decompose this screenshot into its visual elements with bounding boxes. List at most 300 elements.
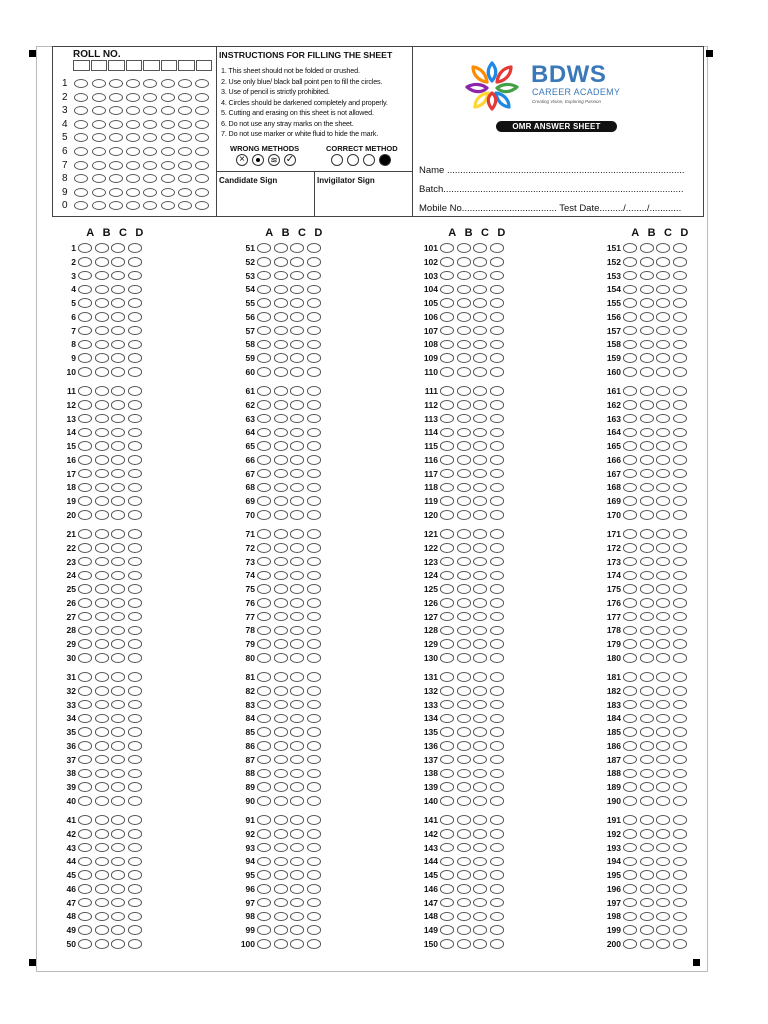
answer-bubble-a[interactable] bbox=[78, 898, 92, 908]
answer-bubble-b[interactable] bbox=[274, 584, 288, 594]
answer-bubble-a[interactable] bbox=[257, 557, 271, 567]
answer-bubble-c[interactable] bbox=[111, 386, 125, 396]
answer-bubble-d[interactable] bbox=[128, 428, 142, 438]
answer-bubble-c[interactable] bbox=[111, 340, 125, 350]
answer-bubble-c[interactable] bbox=[290, 441, 304, 451]
answer-bubble-b[interactable] bbox=[457, 884, 471, 894]
answer-bubble-b[interactable] bbox=[95, 441, 109, 451]
roll-bubble[interactable] bbox=[109, 188, 123, 197]
answer-bubble-c[interactable] bbox=[656, 414, 670, 424]
answer-bubble-d[interactable] bbox=[673, 598, 687, 608]
answer-bubble-c[interactable] bbox=[290, 483, 304, 493]
roll-bubble[interactable] bbox=[109, 174, 123, 183]
answer-bubble-b[interactable] bbox=[640, 686, 654, 696]
answer-bubble-c[interactable] bbox=[473, 782, 487, 792]
answer-bubble-a[interactable] bbox=[440, 870, 454, 880]
roll-bubble[interactable] bbox=[92, 106, 106, 115]
answer-bubble-c[interactable] bbox=[111, 441, 125, 451]
answer-bubble-b[interactable] bbox=[274, 257, 288, 267]
roll-bubble[interactable] bbox=[195, 120, 209, 129]
answer-bubble-d[interactable] bbox=[490, 843, 504, 853]
answer-bubble-c[interactable] bbox=[656, 441, 670, 451]
answer-bubble-c[interactable] bbox=[656, 483, 670, 493]
roll-bubble[interactable] bbox=[109, 201, 123, 210]
answer-bubble-a[interactable] bbox=[440, 510, 454, 520]
answer-bubble-d[interactable] bbox=[490, 714, 504, 724]
answer-bubble-a[interactable] bbox=[257, 483, 271, 493]
answer-bubble-c[interactable] bbox=[111, 870, 125, 880]
answer-bubble-d[interactable] bbox=[673, 686, 687, 696]
answer-bubble-b[interactable] bbox=[95, 598, 109, 608]
answer-bubble-c[interactable] bbox=[656, 455, 670, 465]
answer-bubble-b[interactable] bbox=[274, 243, 288, 253]
answer-bubble-a[interactable] bbox=[440, 257, 454, 267]
roll-bubble[interactable] bbox=[143, 120, 157, 129]
answer-bubble-b[interactable] bbox=[274, 428, 288, 438]
answer-bubble-d[interactable] bbox=[307, 796, 321, 806]
answer-bubble-a[interactable] bbox=[440, 298, 454, 308]
answer-bubble-a[interactable] bbox=[440, 939, 454, 949]
answer-bubble-b[interactable] bbox=[640, 285, 654, 295]
answer-bubble-b[interactable] bbox=[95, 782, 109, 792]
answer-bubble-d[interactable] bbox=[128, 857, 142, 867]
answer-bubble-b[interactable] bbox=[457, 700, 471, 710]
answer-bubble-d[interactable] bbox=[490, 782, 504, 792]
answer-bubble-a[interactable] bbox=[440, 340, 454, 350]
answer-bubble-a[interactable] bbox=[440, 796, 454, 806]
roll-bubble[interactable] bbox=[195, 133, 209, 142]
answer-bubble-a[interactable] bbox=[440, 639, 454, 649]
answer-bubble-a[interactable] bbox=[257, 612, 271, 622]
answer-bubble-a[interactable] bbox=[623, 829, 637, 839]
answer-bubble-a[interactable] bbox=[623, 557, 637, 567]
answer-bubble-c[interactable] bbox=[290, 857, 304, 867]
answer-bubble-d[interactable] bbox=[490, 469, 504, 479]
answer-bubble-a[interactable] bbox=[440, 414, 454, 424]
answer-bubble-c[interactable] bbox=[111, 367, 125, 377]
answer-bubble-c[interactable] bbox=[111, 496, 125, 506]
answer-bubble-b[interactable] bbox=[95, 769, 109, 779]
answer-bubble-c[interactable] bbox=[290, 400, 304, 410]
answer-bubble-a[interactable] bbox=[623, 727, 637, 737]
answer-bubble-c[interactable] bbox=[656, 543, 670, 553]
answer-bubble-a[interactable] bbox=[440, 857, 454, 867]
answer-bubble-d[interactable] bbox=[673, 714, 687, 724]
answer-bubble-b[interactable] bbox=[640, 312, 654, 322]
answer-bubble-c[interactable] bbox=[290, 626, 304, 636]
answer-bubble-d[interactable] bbox=[307, 543, 321, 553]
answer-bubble-a[interactable] bbox=[440, 353, 454, 363]
answer-bubble-b[interactable] bbox=[274, 271, 288, 281]
answer-bubble-c[interactable] bbox=[473, 340, 487, 350]
roll-bubble[interactable] bbox=[195, 147, 209, 156]
answer-bubble-d[interactable] bbox=[128, 367, 142, 377]
answer-bubble-d[interactable] bbox=[128, 639, 142, 649]
answer-bubble-a[interactable] bbox=[623, 400, 637, 410]
answer-bubble-a[interactable] bbox=[257, 312, 271, 322]
answer-bubble-a[interactable] bbox=[78, 285, 92, 295]
roll-bubble[interactable] bbox=[109, 79, 123, 88]
roll-bubble[interactable] bbox=[143, 133, 157, 142]
answer-bubble-b[interactable] bbox=[274, 469, 288, 479]
answer-bubble-c[interactable] bbox=[290, 598, 304, 608]
roll-bubble[interactable] bbox=[92, 133, 106, 142]
answer-bubble-a[interactable] bbox=[78, 340, 92, 350]
answer-bubble-b[interactable] bbox=[640, 843, 654, 853]
roll-bubble[interactable] bbox=[195, 93, 209, 102]
answer-bubble-c[interactable] bbox=[656, 298, 670, 308]
answer-bubble-a[interactable] bbox=[440, 925, 454, 935]
answer-bubble-a[interactable] bbox=[623, 312, 637, 322]
roll-bubble[interactable] bbox=[126, 147, 140, 156]
answer-bubble-d[interactable] bbox=[307, 843, 321, 853]
answer-bubble-a[interactable] bbox=[623, 639, 637, 649]
answer-bubble-b[interactable] bbox=[457, 510, 471, 520]
answer-bubble-c[interactable] bbox=[290, 386, 304, 396]
answer-bubble-d[interactable] bbox=[307, 571, 321, 581]
answer-bubble-b[interactable] bbox=[640, 243, 654, 253]
answer-bubble-d[interactable] bbox=[673, 571, 687, 581]
answer-bubble-c[interactable] bbox=[473, 441, 487, 451]
answer-bubble-d[interactable] bbox=[673, 843, 687, 853]
answer-bubble-c[interactable] bbox=[656, 469, 670, 479]
answer-bubble-d[interactable] bbox=[307, 727, 321, 737]
answer-bubble-a[interactable] bbox=[257, 829, 271, 839]
answer-bubble-a[interactable] bbox=[440, 598, 454, 608]
answer-bubble-b[interactable] bbox=[95, 428, 109, 438]
answer-bubble-a[interactable] bbox=[440, 243, 454, 253]
answer-bubble-a[interactable] bbox=[257, 796, 271, 806]
answer-bubble-d[interactable] bbox=[307, 584, 321, 594]
answer-bubble-c[interactable] bbox=[290, 510, 304, 520]
answer-bubble-d[interactable] bbox=[490, 870, 504, 880]
answer-bubble-d[interactable] bbox=[490, 243, 504, 253]
roll-bubble[interactable] bbox=[195, 201, 209, 210]
answer-bubble-b[interactable] bbox=[457, 598, 471, 608]
answer-bubble-a[interactable] bbox=[440, 843, 454, 853]
answer-bubble-c[interactable] bbox=[290, 529, 304, 539]
answer-bubble-c[interactable] bbox=[473, 367, 487, 377]
answer-bubble-c[interactable] bbox=[290, 782, 304, 792]
answer-bubble-d[interactable] bbox=[307, 884, 321, 894]
answer-bubble-a[interactable] bbox=[78, 557, 92, 567]
answer-bubble-c[interactable] bbox=[290, 353, 304, 363]
roll-bubble[interactable] bbox=[161, 147, 175, 156]
answer-bubble-a[interactable] bbox=[78, 353, 92, 363]
answer-bubble-d[interactable] bbox=[673, 483, 687, 493]
answer-bubble-d[interactable] bbox=[128, 353, 142, 363]
answer-bubble-c[interactable] bbox=[656, 884, 670, 894]
answer-bubble-b[interactable] bbox=[640, 796, 654, 806]
answer-bubble-d[interactable] bbox=[673, 340, 687, 350]
roll-bubble[interactable] bbox=[126, 133, 140, 142]
answer-bubble-a[interactable] bbox=[257, 285, 271, 295]
answer-bubble-d[interactable] bbox=[490, 912, 504, 922]
answer-bubble-c[interactable] bbox=[473, 727, 487, 737]
answer-bubble-b[interactable] bbox=[457, 469, 471, 479]
answer-bubble-c[interactable] bbox=[656, 510, 670, 520]
answer-bubble-c[interactable] bbox=[473, 271, 487, 281]
answer-bubble-d[interactable] bbox=[673, 755, 687, 765]
answer-bubble-b[interactable] bbox=[274, 884, 288, 894]
answer-bubble-b[interactable] bbox=[457, 543, 471, 553]
answer-bubble-a[interactable] bbox=[257, 571, 271, 581]
roll-bubble[interactable] bbox=[178, 106, 192, 115]
answer-bubble-c[interactable] bbox=[473, 796, 487, 806]
roll-bubble[interactable] bbox=[74, 161, 88, 170]
answer-bubble-d[interactable] bbox=[490, 510, 504, 520]
answer-bubble-c[interactable] bbox=[473, 714, 487, 724]
answer-bubble-a[interactable] bbox=[440, 326, 454, 336]
answer-bubble-c[interactable] bbox=[290, 571, 304, 581]
answer-bubble-b[interactable] bbox=[95, 857, 109, 867]
answer-bubble-a[interactable] bbox=[257, 414, 271, 424]
answer-bubble-d[interactable] bbox=[128, 612, 142, 622]
answer-bubble-b[interactable] bbox=[457, 386, 471, 396]
answer-bubble-c[interactable] bbox=[473, 510, 487, 520]
roll-bubble[interactable] bbox=[161, 201, 175, 210]
answer-bubble-a[interactable] bbox=[78, 483, 92, 493]
answer-bubble-a[interactable] bbox=[78, 441, 92, 451]
answer-bubble-c[interactable] bbox=[290, 700, 304, 710]
answer-bubble-c[interactable] bbox=[473, 741, 487, 751]
answer-bubble-d[interactable] bbox=[490, 257, 504, 267]
answer-bubble-c[interactable] bbox=[656, 367, 670, 377]
roll-bubble[interactable] bbox=[126, 201, 140, 210]
answer-bubble-a[interactable] bbox=[440, 672, 454, 682]
answer-bubble-d[interactable] bbox=[128, 686, 142, 696]
answer-bubble-b[interactable] bbox=[457, 626, 471, 636]
answer-bubble-b[interactable] bbox=[95, 312, 109, 322]
answer-bubble-a[interactable] bbox=[78, 626, 92, 636]
answer-bubble-b[interactable] bbox=[640, 571, 654, 581]
answer-bubble-a[interactable] bbox=[623, 686, 637, 696]
answer-bubble-d[interactable] bbox=[307, 257, 321, 267]
answer-bubble-b[interactable] bbox=[95, 353, 109, 363]
answer-bubble-d[interactable] bbox=[307, 653, 321, 663]
answer-bubble-b[interactable] bbox=[640, 386, 654, 396]
answer-bubble-b[interactable] bbox=[640, 626, 654, 636]
answer-bubble-a[interactable] bbox=[440, 755, 454, 765]
answer-bubble-a[interactable] bbox=[257, 898, 271, 908]
answer-bubble-d[interactable] bbox=[490, 529, 504, 539]
answer-bubble-d[interactable] bbox=[490, 829, 504, 839]
answer-bubble-b[interactable] bbox=[274, 829, 288, 839]
answer-bubble-a[interactable] bbox=[78, 672, 92, 682]
answer-bubble-b[interactable] bbox=[457, 441, 471, 451]
answer-bubble-b[interactable] bbox=[457, 584, 471, 594]
answer-bubble-b[interactable] bbox=[95, 626, 109, 636]
roll-bubble[interactable] bbox=[161, 133, 175, 142]
answer-bubble-d[interactable] bbox=[307, 626, 321, 636]
answer-bubble-b[interactable] bbox=[640, 755, 654, 765]
answer-bubble-d[interactable] bbox=[673, 285, 687, 295]
answer-bubble-a[interactable] bbox=[257, 529, 271, 539]
answer-bubble-c[interactable] bbox=[111, 939, 125, 949]
answer-bubble-c[interactable] bbox=[290, 367, 304, 377]
answer-bubble-a[interactable] bbox=[257, 598, 271, 608]
answer-bubble-d[interactable] bbox=[490, 686, 504, 696]
answer-bubble-c[interactable] bbox=[473, 312, 487, 322]
answer-bubble-b[interactable] bbox=[457, 414, 471, 424]
answer-bubble-b[interactable] bbox=[274, 441, 288, 451]
answer-bubble-c[interactable] bbox=[473, 829, 487, 839]
answer-bubble-d[interactable] bbox=[307, 939, 321, 949]
answer-bubble-c[interactable] bbox=[290, 912, 304, 922]
answer-bubble-d[interactable] bbox=[307, 714, 321, 724]
answer-bubble-c[interactable] bbox=[656, 815, 670, 825]
answer-bubble-c[interactable] bbox=[111, 312, 125, 322]
answer-bubble-a[interactable] bbox=[257, 653, 271, 663]
roll-bubble[interactable] bbox=[74, 120, 88, 129]
roll-bubble[interactable] bbox=[178, 120, 192, 129]
answer-bubble-d[interactable] bbox=[490, 672, 504, 682]
answer-bubble-a[interactable] bbox=[440, 441, 454, 451]
answer-bubble-b[interactable] bbox=[274, 912, 288, 922]
answer-bubble-b[interactable] bbox=[95, 829, 109, 839]
answer-bubble-b[interactable] bbox=[274, 672, 288, 682]
answer-bubble-a[interactable] bbox=[440, 529, 454, 539]
answer-bubble-b[interactable] bbox=[95, 884, 109, 894]
answer-bubble-d[interactable] bbox=[128, 584, 142, 594]
answer-bubble-a[interactable] bbox=[440, 769, 454, 779]
answer-bubble-a[interactable] bbox=[78, 653, 92, 663]
answer-bubble-c[interactable] bbox=[656, 340, 670, 350]
answer-bubble-a[interactable] bbox=[257, 469, 271, 479]
answer-bubble-d[interactable] bbox=[307, 769, 321, 779]
answer-bubble-d[interactable] bbox=[128, 243, 142, 253]
answer-bubble-d[interactable] bbox=[673, 428, 687, 438]
answer-bubble-c[interactable] bbox=[290, 298, 304, 308]
answer-bubble-b[interactable] bbox=[95, 755, 109, 765]
answer-bubble-d[interactable] bbox=[128, 386, 142, 396]
answer-bubble-b[interactable] bbox=[274, 755, 288, 765]
answer-bubble-b[interactable] bbox=[274, 340, 288, 350]
answer-bubble-b[interactable] bbox=[457, 796, 471, 806]
answer-bubble-a[interactable] bbox=[623, 441, 637, 451]
answer-bubble-c[interactable] bbox=[656, 353, 670, 363]
answer-bubble-d[interactable] bbox=[307, 612, 321, 622]
answer-bubble-b[interactable] bbox=[95, 672, 109, 682]
answer-bubble-d[interactable] bbox=[490, 884, 504, 894]
answer-bubble-a[interactable] bbox=[257, 714, 271, 724]
answer-bubble-c[interactable] bbox=[111, 557, 125, 567]
answer-bubble-a[interactable] bbox=[623, 340, 637, 350]
answer-bubble-a[interactable] bbox=[257, 326, 271, 336]
roll-bubble[interactable] bbox=[126, 174, 140, 183]
answer-bubble-b[interactable] bbox=[274, 782, 288, 792]
answer-bubble-a[interactable] bbox=[440, 271, 454, 281]
answer-bubble-b[interactable] bbox=[640, 857, 654, 867]
answer-bubble-d[interactable] bbox=[673, 455, 687, 465]
answer-bubble-a[interactable] bbox=[78, 326, 92, 336]
answer-bubble-b[interactable] bbox=[274, 815, 288, 825]
answer-bubble-d[interactable] bbox=[128, 912, 142, 922]
roll-bubble[interactable] bbox=[143, 174, 157, 183]
answer-bubble-c[interactable] bbox=[473, 298, 487, 308]
answer-bubble-c[interactable] bbox=[290, 925, 304, 935]
answer-bubble-b[interactable] bbox=[640, 741, 654, 751]
answer-bubble-a[interactable] bbox=[78, 857, 92, 867]
answer-bubble-d[interactable] bbox=[128, 414, 142, 424]
answer-bubble-c[interactable] bbox=[290, 769, 304, 779]
answer-bubble-b[interactable] bbox=[95, 298, 109, 308]
roll-bubble[interactable] bbox=[92, 174, 106, 183]
answer-bubble-d[interactable] bbox=[673, 796, 687, 806]
answer-bubble-c[interactable] bbox=[290, 543, 304, 553]
answer-bubble-b[interactable] bbox=[457, 639, 471, 649]
answer-bubble-d[interactable] bbox=[128, 782, 142, 792]
answer-bubble-a[interactable] bbox=[78, 782, 92, 792]
answer-bubble-c[interactable] bbox=[290, 557, 304, 567]
answer-bubble-a[interactable] bbox=[623, 912, 637, 922]
answer-bubble-b[interactable] bbox=[457, 400, 471, 410]
answer-bubble-b[interactable] bbox=[95, 271, 109, 281]
answer-bubble-b[interactable] bbox=[274, 298, 288, 308]
answer-bubble-d[interactable] bbox=[673, 829, 687, 839]
answer-bubble-d[interactable] bbox=[673, 529, 687, 539]
answer-bubble-b[interactable] bbox=[640, 884, 654, 894]
answer-bubble-d[interactable] bbox=[673, 584, 687, 594]
answer-bubble-d[interactable] bbox=[490, 340, 504, 350]
answer-bubble-a[interactable] bbox=[440, 584, 454, 594]
answer-bubble-b[interactable] bbox=[274, 796, 288, 806]
answer-bubble-a[interactable] bbox=[623, 796, 637, 806]
answer-bubble-a[interactable] bbox=[257, 870, 271, 880]
answer-bubble-b[interactable] bbox=[95, 400, 109, 410]
roll-bubble[interactable] bbox=[178, 201, 192, 210]
answer-bubble-b[interactable] bbox=[640, 700, 654, 710]
answer-bubble-d[interactable] bbox=[490, 353, 504, 363]
roll-bubble[interactable] bbox=[161, 174, 175, 183]
answer-bubble-d[interactable] bbox=[307, 529, 321, 539]
answer-bubble-b[interactable] bbox=[640, 510, 654, 520]
roll-bubble[interactable] bbox=[74, 147, 88, 156]
answer-bubble-b[interactable] bbox=[640, 639, 654, 649]
answer-bubble-d[interactable] bbox=[307, 298, 321, 308]
answer-bubble-b[interactable] bbox=[95, 653, 109, 663]
answer-bubble-b[interactable] bbox=[274, 639, 288, 649]
answer-bubble-c[interactable] bbox=[656, 843, 670, 853]
answer-bubble-a[interactable] bbox=[78, 639, 92, 649]
answer-bubble-c[interactable] bbox=[111, 700, 125, 710]
answer-bubble-b[interactable] bbox=[274, 741, 288, 751]
answer-bubble-a[interactable] bbox=[623, 414, 637, 424]
answer-bubble-d[interactable] bbox=[128, 326, 142, 336]
answer-bubble-b[interactable] bbox=[640, 815, 654, 825]
answer-bubble-a[interactable] bbox=[623, 898, 637, 908]
answer-bubble-c[interactable] bbox=[656, 428, 670, 438]
answer-bubble-c[interactable] bbox=[473, 755, 487, 765]
answer-bubble-b[interactable] bbox=[457, 857, 471, 867]
roll-number-box[interactable] bbox=[73, 60, 90, 71]
answer-bubble-a[interactable] bbox=[78, 796, 92, 806]
answer-bubble-b[interactable] bbox=[274, 285, 288, 295]
answer-bubble-d[interactable] bbox=[128, 700, 142, 710]
answer-bubble-b[interactable] bbox=[95, 386, 109, 396]
answer-bubble-a[interactable] bbox=[78, 884, 92, 894]
answer-bubble-a[interactable] bbox=[257, 727, 271, 737]
answer-bubble-c[interactable] bbox=[290, 612, 304, 622]
answer-bubble-d[interactable] bbox=[128, 441, 142, 451]
answer-bubble-c[interactable] bbox=[656, 400, 670, 410]
answer-bubble-b[interactable] bbox=[457, 727, 471, 737]
answer-bubble-b[interactable] bbox=[95, 326, 109, 336]
answer-bubble-a[interactable] bbox=[623, 815, 637, 825]
answer-bubble-d[interactable] bbox=[307, 428, 321, 438]
answer-bubble-c[interactable] bbox=[290, 455, 304, 465]
answer-bubble-d[interactable] bbox=[490, 326, 504, 336]
